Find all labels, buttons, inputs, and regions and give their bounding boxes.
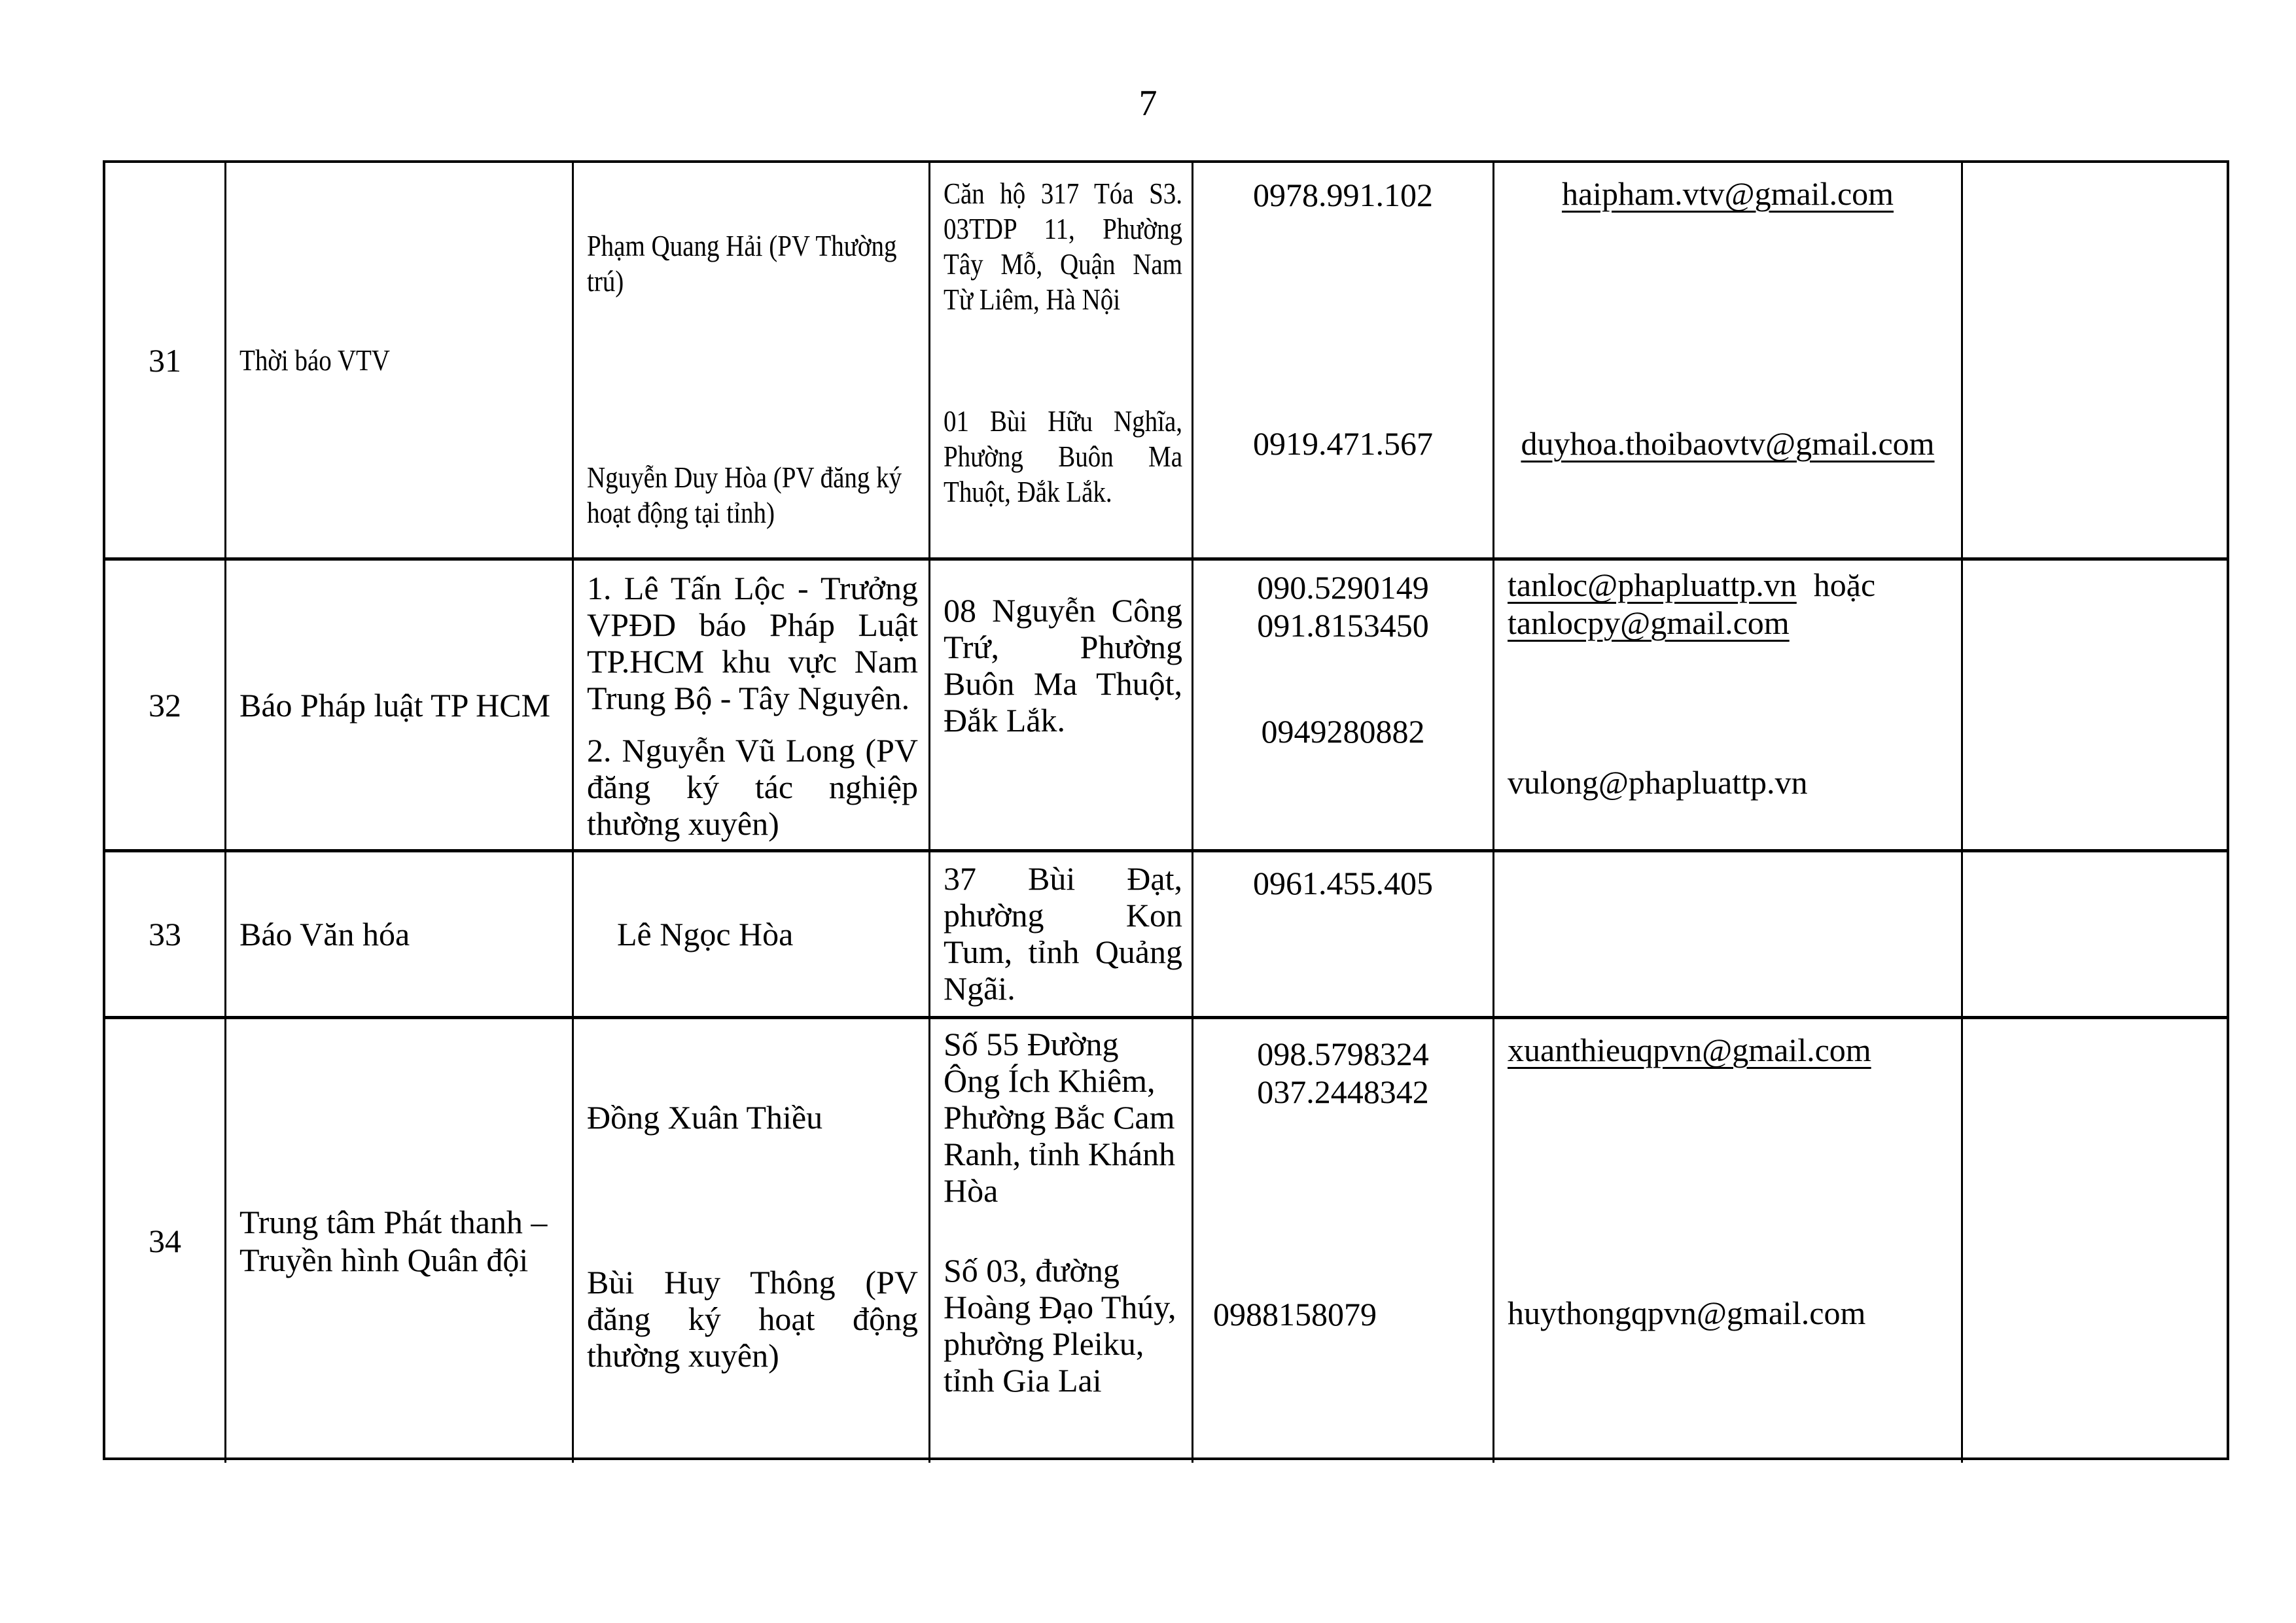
email-link[interactable]: duyhoa.thoibaovtv@gmail.com bbox=[1521, 425, 1935, 462]
address: 01 Bùi Hữu Nghĩa, Phường Buôn Ma Thuột, Đắk Lắk. bbox=[944, 404, 1183, 508]
press-contact-table bbox=[103, 160, 2229, 1460]
row-number: 34 bbox=[149, 1223, 181, 1259]
phone-number: 0919.471.567 bbox=[1253, 425, 1433, 462]
person-name: 2. Nguyễn Vũ Long (PV đăng ký tác nghiệp thường xuyên) bbox=[587, 732, 918, 842]
address: Số 55 Đường Ông Ích Khiêm, Phường Bắc Cam Ranh, tỉnh Khánh Hòa bbox=[944, 1026, 1176, 1209]
address: 08 Nguyễn Công Trứ, Phường Buôn Ma Thuột, Đắk Lắk. bbox=[944, 592, 1182, 739]
row-32-number-cell bbox=[105, 561, 226, 852]
row-number: 31 bbox=[149, 341, 181, 379]
phone-number: 091.8153450 bbox=[1257, 607, 1429, 644]
phone-number: 0978.991.102 bbox=[1253, 177, 1433, 213]
row-32-phone-cell bbox=[1193, 561, 1494, 852]
person-name: Đồng Xuân Thiều bbox=[587, 1099, 823, 1136]
address: Căn hộ 317 Tóa S3. 03TDP 11, Phường Tây Mỗ, Quận Nam Từ Liêm, Hà Nội bbox=[944, 177, 1183, 316]
row-34-notes-cell bbox=[1963, 1019, 2227, 1463]
row-33-org-cell bbox=[226, 852, 574, 1019]
row-31-phone-cell bbox=[1193, 163, 1494, 561]
row-34-number-cell bbox=[105, 1019, 226, 1463]
row-32-email-cell bbox=[1494, 561, 1963, 852]
row-31-number-cell bbox=[105, 163, 226, 561]
org-name: Báo Pháp luật TP HCM bbox=[239, 686, 551, 724]
phone-number: 0988158079 bbox=[1213, 1296, 1377, 1333]
row-33-notes-cell bbox=[1963, 852, 2227, 1019]
row-31-email-cell bbox=[1494, 163, 1963, 561]
page-number: 7 bbox=[1139, 83, 1157, 124]
phone-number: 090.5290149 bbox=[1257, 569, 1429, 606]
row-33-number-cell bbox=[105, 852, 226, 1019]
address: 37 Bùi Đạt, phường Kon Tum, tỉnh Quảng Ngãi. bbox=[944, 860, 1182, 1007]
row-34-address-cell bbox=[930, 1019, 1193, 1463]
person-name: 1. Lê Tấn Lộc - Trưởng VPĐD báo Pháp Luật TP.HCM khu vực Nam Trung Bộ - Tây Nguyên. bbox=[587, 570, 918, 716]
email-link[interactable]: tanloc@phapluattp.vn bbox=[1508, 567, 1797, 603]
phone-number: 098.5798324 bbox=[1257, 1036, 1429, 1072]
email-text: vulong@phapluattp.vn bbox=[1508, 764, 1808, 801]
row-33-address-cell bbox=[930, 852, 1193, 1019]
phone-number: 037.2448342 bbox=[1257, 1073, 1429, 1110]
person-name: Nguyễn Duy Hòa (PV đăng ký hoạt động tại tỉnh) bbox=[587, 461, 902, 529]
row-34-email-cell bbox=[1494, 1019, 1963, 1463]
row-31-notes-cell bbox=[1963, 163, 2227, 561]
row-34-person-cell bbox=[574, 1019, 930, 1463]
email-conjunction: hoặc bbox=[1813, 567, 1876, 603]
phone-number: 0961.455.405 bbox=[1253, 865, 1433, 901]
person-name: Bùi Huy Thông (PV đăng ký hoạt động thường xuyên) bbox=[587, 1264, 918, 1374]
email-link[interactable]: tanlocpy@gmail.com bbox=[1508, 604, 1790, 641]
row-32-address-cell bbox=[930, 561, 1193, 852]
row-31-address-cell bbox=[930, 163, 1193, 561]
org-name: Trung tâm Phát thanh – Truyền hình Quân đội bbox=[239, 1204, 548, 1278]
email-link[interactable]: haipham.vtv@gmail.com bbox=[1561, 175, 1894, 212]
row-33-person-cell bbox=[574, 852, 930, 1019]
row-31-person-cell bbox=[574, 163, 930, 561]
row-33-phone-cell bbox=[1193, 852, 1494, 1019]
row-34-phone-cell bbox=[1193, 1019, 1494, 1463]
person-name: Phạm Quang Hải (PV Thường trú) bbox=[587, 229, 897, 298]
row-33-email-cell bbox=[1494, 852, 1963, 1019]
email-link[interactable]: xuanthieuqpvn@gmail.com bbox=[1508, 1032, 1871, 1068]
row-32-notes-cell bbox=[1963, 561, 2227, 852]
person-name: Lê Ngọc Hòa bbox=[617, 916, 794, 952]
address: Số 03, đường Hoàng Đạo Thúy, phường Pleiku, tỉnh Gia Lai bbox=[944, 1252, 1176, 1399]
email-text: huythongqpvn@gmail.com bbox=[1508, 1295, 1866, 1331]
row-number: 32 bbox=[149, 686, 181, 724]
row-32-person-cell bbox=[574, 561, 930, 852]
org-name: Thời báo VTV bbox=[239, 343, 390, 377]
row-32-org-cell bbox=[226, 561, 574, 852]
row-number: 33 bbox=[149, 916, 181, 952]
row-34-org-cell bbox=[226, 1019, 574, 1463]
phone-number: 0949280882 bbox=[1261, 713, 1425, 750]
org-name: Báo Văn hóa bbox=[239, 916, 410, 952]
row-31-org-cell bbox=[226, 163, 574, 561]
